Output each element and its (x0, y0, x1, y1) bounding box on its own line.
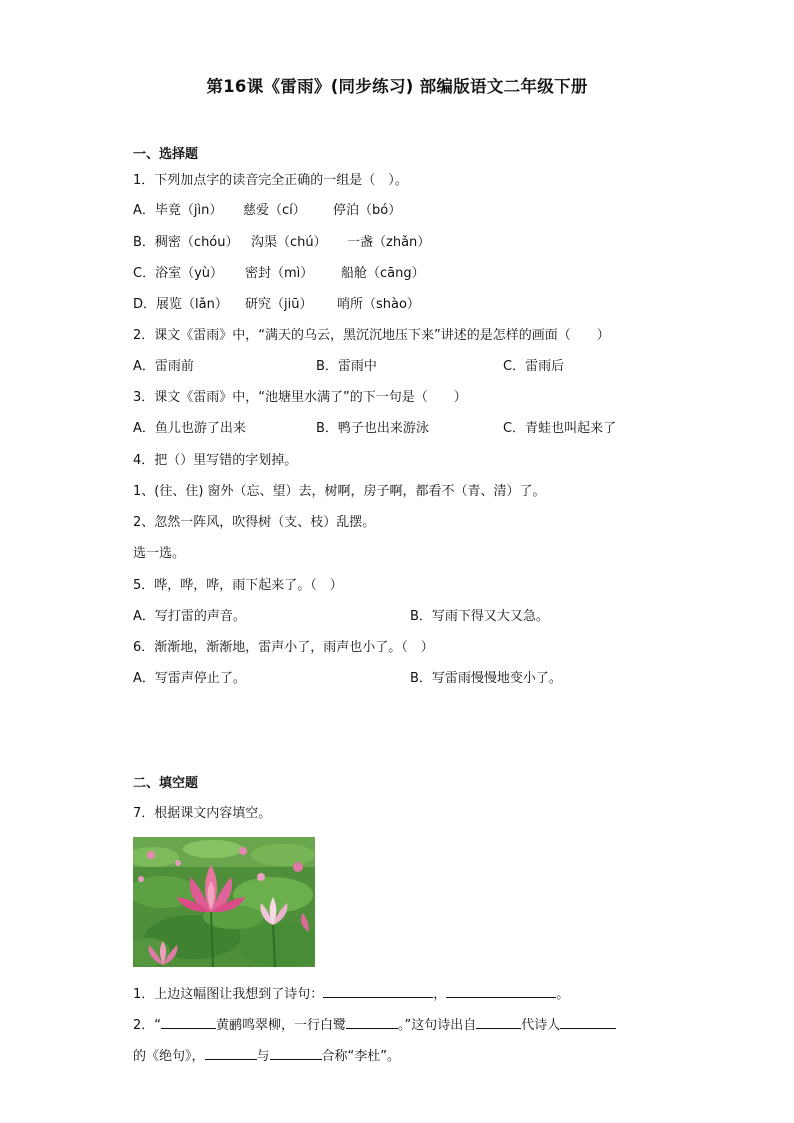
q5-option-b: B．写雨下得又大又急。 (410, 609, 549, 624)
answer-blank[interactable] (323, 985, 433, 998)
choose-heading: 选一选。 (133, 546, 186, 561)
page-title: 第16课《雷雨》(同步练习) 部编版语文二年级下册 (206, 77, 588, 96)
lotus-photo (133, 837, 315, 967)
q7-sub-2-source: 。”这句诗出自 (398, 1018, 477, 1033)
section-heading-fill: 二、填空题 (133, 776, 199, 791)
q7-sub-3-title: 的《绝句》， (133, 1049, 205, 1064)
q7-sub-3-and: 与 (256, 1049, 270, 1064)
answer-blank[interactable] (560, 1016, 616, 1029)
q1-option-a-word3: 停泊（bó） (333, 203, 402, 218)
q2-option-b: B．雷雨中 (316, 359, 377, 374)
q3-option-c: C．青蛙也叫起来了 (503, 421, 617, 436)
section-heading-choice: 一、选择题 (133, 147, 199, 162)
q7-sub-2-dynasty: 代诗人 (521, 1018, 561, 1033)
question-3-stem: 3．课文《雷雨》中，“池塘里水满了”的下一句是（ ） (133, 390, 467, 405)
q7-sub-2-poem: 黄鹂鸣翠柳，一行白鹭 (216, 1018, 347, 1033)
answer-blank[interactable] (476, 1016, 521, 1029)
q2-option-a: A．雷雨前 (133, 359, 194, 374)
q1-option-c: C．浴室（yù） (133, 266, 224, 281)
q7-sub-1 (133, 985, 569, 1003)
answer-blank[interactable] (161, 1016, 216, 1029)
q3-option-a: A．鱼儿也游了出来 (133, 421, 246, 436)
q4-line-1: 1、(往、住) 窗外（忘、望）去，树啊，房子啊，都看不（青、清）了。 (133, 484, 546, 499)
q1-option-b: B．稠密（chóu） (133, 235, 239, 250)
q3-option-b: B．鸭子也出来游泳 (316, 421, 429, 436)
answer-blank[interactable] (346, 1016, 398, 1029)
q1-option-d-word2: 研究（jiū） (245, 297, 313, 312)
answer-blank[interactable] (446, 985, 556, 998)
answer-blank[interactable] (205, 1047, 257, 1060)
q7-sub-2-open: 2．“ (133, 1018, 162, 1033)
answer-blank[interactable] (270, 1047, 322, 1060)
q6-option-b: B．写雷雨慢慢地变小了。 (410, 671, 562, 686)
q1-option-b-word2: 沟渠（chú） (251, 235, 327, 250)
question-1-stem: 1．下列加点字的读音完全正确的一组是（ ）。 (133, 173, 408, 188)
q1-option-a: A．毕竟（jìn） (133, 203, 223, 218)
q7-sub-2 (133, 1016, 616, 1034)
question-2-stem: 2．课文《雷雨》中，“满天的乌云，黑沉沉地压下来”讲述的是怎样的画面（ ） (133, 328, 610, 343)
q1-option-d-word3: 哨所（shào） (337, 297, 420, 312)
q6-option-a: A．写雷声停止了。 (133, 671, 246, 686)
q1-option-d: D．展览（lǎn） (133, 297, 228, 312)
q7-sub-3 (133, 1047, 400, 1065)
question-4-stem: 4．把（）里写错的字划掉。 (133, 453, 298, 468)
comma: ， (433, 987, 447, 1002)
q5-option-a: A．写打雷的声音。 (133, 609, 246, 624)
period: 。 (556, 987, 570, 1002)
q7-sub-3-end: 合称“李杜”。 (321, 1049, 401, 1064)
q1-option-c-word3: 船舱（cāng） (341, 266, 425, 281)
q1-option-a-word2: 慈爱（cí） (243, 203, 306, 218)
question-5-stem: 5．哗，哗，哗，雨下起来了。（ ） (133, 578, 343, 593)
q7-sub-1-text: 1．上边这幅图让我想到了诗句： (133, 987, 324, 1002)
q1-option-b-word3: 一盏（zhǎn） (347, 235, 431, 250)
question-6-stem: 6．渐渐地，渐渐地，雷声小了，雨声也小了。（ ） (133, 640, 434, 655)
question-7-stem: 7．根据课文内容填空。 (133, 806, 272, 821)
q1-option-c-word2: 密封（mì） (245, 266, 314, 281)
q4-line-2: 2、忽然一阵风，吹得树（支、枝）乱摆。 (133, 515, 376, 530)
lotus-image (133, 837, 315, 967)
q2-option-c: C．雷雨后 (503, 359, 565, 374)
